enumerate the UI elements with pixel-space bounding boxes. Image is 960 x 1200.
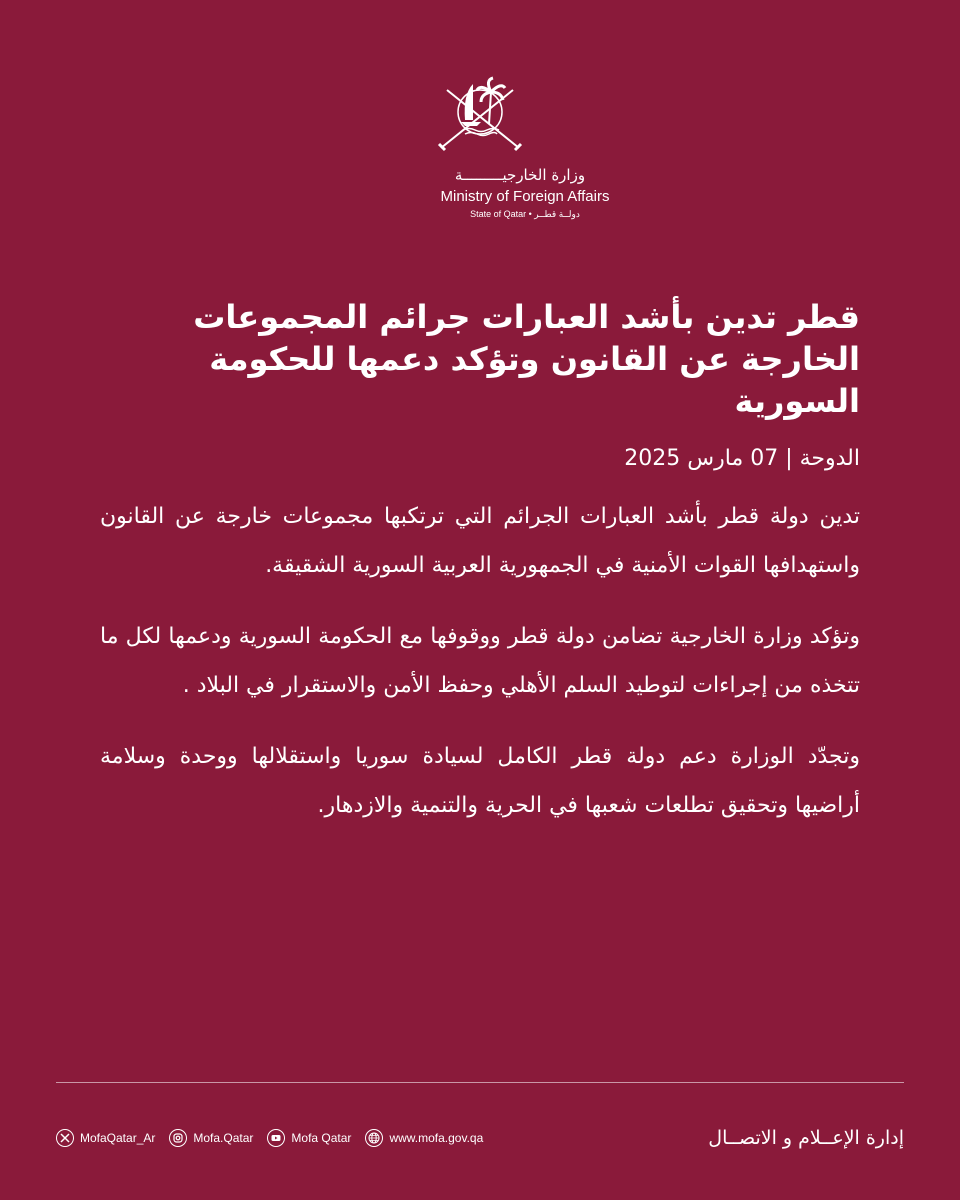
paragraph-1: تدين دولة قطر بأشد العبارات الجرائم التي ترتكبها مجموعات خارجة عن القانون واستهدافها القوات الأمنية في الجمهورية العربية السورية الشقيقة. — [100, 504, 860, 578]
paragraph-3: وتجدّد الوزارة دعم دولة قطر الكامل لسيادة سوريا واستقلالها ووحدة وسلامة أراضيها وتحقيق تطلعات شعبها في الحرية والتنمية والازدهار. — [100, 744, 860, 818]
youtube-icon — [267, 1129, 285, 1147]
paragraph-2: وتؤكد وزارة الخارجية تضامن دولة قطر ووقوفها مع الحكومة السورية ودعمها لكل ما تتخذه من إجراءات لتوطيد السلم الأهلي وحفظ الأمن والاستقرار في البلاد . — [100, 624, 860, 698]
department-name: إدارة الإعــلام و الاتصــال — [708, 1127, 904, 1149]
footer-divider — [56, 1082, 904, 1083]
social-instagram[interactable] — [169, 1129, 253, 1147]
social-x[interactable] — [56, 1129, 155, 1147]
social-website-label: www.mofa.gov.qa — [389, 1131, 484, 1145]
ministry-name-english: Ministry of Foreign Affairs — [440, 188, 610, 205]
dateline: الدوحة | 07 مارس 2025 — [624, 446, 860, 471]
social-youtube-label: Mofa Qatar — [291, 1131, 352, 1145]
globe-icon — [365, 1129, 383, 1147]
social-youtube[interactable] — [267, 1129, 351, 1147]
social-website[interactable] — [365, 1129, 483, 1147]
headline-line-2: الخارجة عن القانون وتؤكد دعمها للحكومة السورية — [209, 340, 860, 420]
x-icon — [56, 1129, 74, 1147]
headline — [100, 296, 860, 422]
press-release — [100, 296, 860, 852]
ministry-branding — [0, 70, 960, 220]
headline-line-1: قطر تدين بأشد العبارات جرائم المجموعات — [193, 298, 860, 336]
state-of-qatar-label: State of Qatar • دولــة قطــر — [470, 209, 580, 219]
ministry-name-arabic: وزارة الخارجيـــــــــة — [454, 166, 586, 184]
social-instagram-label: Mofa.Qatar — [193, 1131, 254, 1145]
social-links — [56, 1129, 483, 1147]
footer — [56, 1120, 904, 1156]
social-x-label: MofaQatar_Ar — [80, 1131, 156, 1145]
instagram-icon — [169, 1129, 187, 1147]
qatar-emblem-icon — [435, 70, 525, 154]
